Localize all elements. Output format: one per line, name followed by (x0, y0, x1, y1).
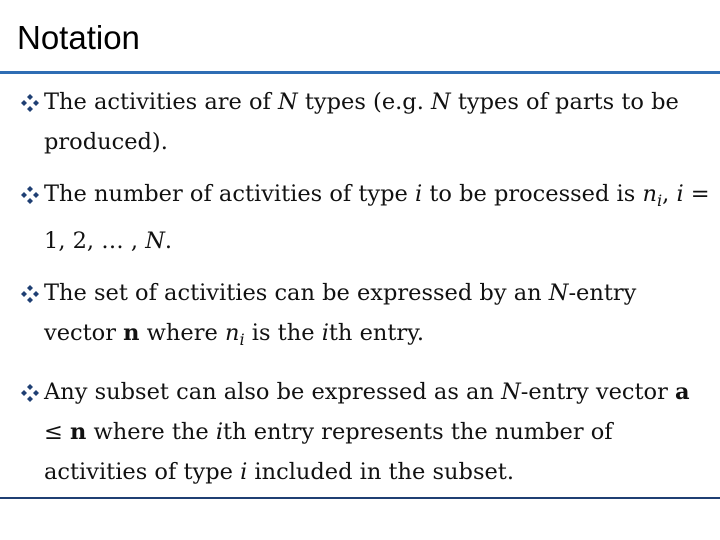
math-symbol: N (145, 227, 165, 254)
text-run: th entry. (328, 319, 425, 346)
math-symbol: i (240, 458, 248, 485)
text-run: The activities are of (44, 89, 279, 115)
text-run: Any subset can also be expressed as an (44, 378, 502, 405)
text-run: = 1, 2, … , (44, 181, 710, 254)
bullet-list (20, 82, 710, 492)
four-diamond-bullet-icon (20, 94, 40, 112)
text-run: types of parts to be produced). (44, 89, 679, 155)
math-symbol: N (431, 89, 451, 115)
text-run: . (164, 227, 173, 254)
math-subscript: i (656, 190, 663, 210)
text-run: to be processed is (422, 181, 643, 207)
text-run: th entry represents the number of activities of type (44, 418, 613, 485)
bullet-item (20, 273, 710, 360)
text-run: , (662, 181, 677, 207)
text-run: where the (86, 418, 216, 445)
text-run: ≤ (44, 418, 71, 445)
bullet-item (20, 82, 710, 162)
four-diamond-bullet-icon (20, 186, 40, 204)
text-run: -entry vector (44, 279, 637, 346)
math-symbol: N (501, 378, 521, 405)
text-run: types (e.g. (297, 89, 432, 115)
four-diamond-bullet-icon (20, 384, 40, 402)
math-symbol: n (642, 181, 657, 207)
text-run: is the (244, 319, 322, 346)
math-symbol: N (278, 89, 298, 115)
math-symbol: i (676, 181, 684, 207)
text-run: -entry vector (520, 378, 675, 405)
math-symbol: N (548, 279, 569, 306)
math-subscript: i (239, 329, 245, 349)
vector-symbol: a (675, 378, 690, 405)
math-symbol: n (224, 319, 240, 346)
text-run: The number of activities of type (44, 181, 415, 207)
title-underline (0, 71, 720, 74)
math-symbol: i (415, 181, 423, 207)
vector-symbol: n (70, 418, 87, 445)
bullet-item (20, 372, 710, 492)
vector-symbol: n (123, 319, 140, 346)
four-diamond-bullet-icon (20, 285, 40, 303)
math-symbol: i (215, 418, 224, 445)
text-run: where (139, 319, 225, 346)
math-symbol: i (321, 319, 329, 346)
bullet-item (20, 174, 710, 261)
text-run: included in the subset. (247, 458, 515, 485)
footer-rule (0, 497, 720, 499)
text-run: The set of activities can be expressed by an (44, 279, 549, 306)
page-title: Notation (17, 19, 140, 56)
